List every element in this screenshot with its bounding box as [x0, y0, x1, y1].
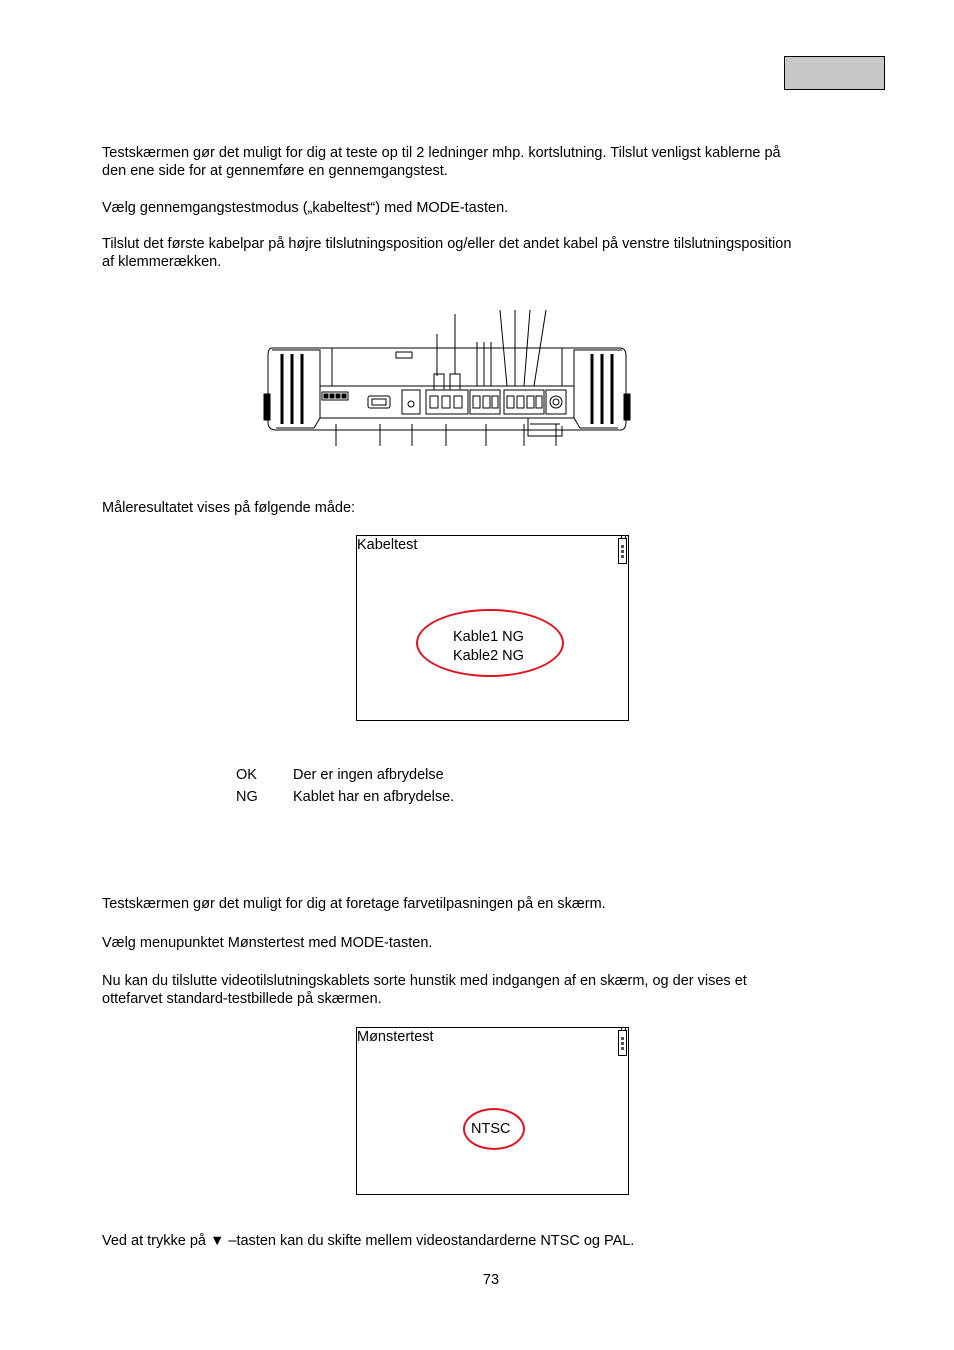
legend-key-ng: NG — [236, 789, 258, 805]
connect-paragraph — [102, 235, 872, 271]
battery-icon — [618, 1030, 627, 1056]
pattern-test-screen — [356, 1027, 629, 1195]
cable1-result: Kable1 NG — [453, 629, 524, 645]
page-number: 73 — [482, 1272, 500, 1288]
pattern-connect-line-1: Nu kan du tilslutte videotilslutningskablets sorte hunstik med indgangen af en skærm, og der vises et — [102, 973, 747, 989]
intro-paragraph — [102, 144, 872, 180]
cable2-result: Kable2 NG — [453, 648, 524, 664]
pattern-test-title: Mønstertest — [357, 1029, 434, 1045]
footer-note: Ved at trykke på ▼ –tasten kan du skifte mellem videostandarderne NTSC og PAL. — [102, 1233, 635, 1249]
battery-icon — [618, 538, 627, 564]
intro-line-1: Testskærmen gør det muligt for dig at teste op til 2 ledninger mhp. kortslutning. Tilslut venligst kablerne på — [102, 145, 781, 161]
language-tab — [784, 56, 885, 90]
connect-line-2: af klemmerækken. — [102, 254, 222, 270]
device-connector-panel-illustration — [262, 306, 632, 446]
pattern-connect-line-2: ottefarvet standard-testbillede på skærmen. — [102, 991, 382, 1007]
cable-test-screen — [356, 535, 629, 721]
pattern-mode-paragraph: Vælg menupunktet Mønstertest med MODE-tasten. — [102, 935, 433, 951]
pattern-intro: Testskærmen gør det muligt for dig at foretage farvetilpasningen på en skærm. — [102, 896, 606, 912]
video-standard-value: NTSC — [471, 1121, 511, 1137]
cable-test-title: Kabeltest — [357, 537, 418, 553]
mode-paragraph: Vælg gennemgangstestmodus („kabeltest“) med MODE-tasten. — [102, 200, 509, 216]
legend-text-ok: Der er ingen afbrydelse — [293, 767, 444, 783]
pattern-connect-paragraph — [102, 972, 872, 1008]
legend-text-ng: Kablet har en afbrydelse. — [293, 789, 455, 805]
intro-line-2: den ene side for at gennemføre en gennemgangstest. — [102, 163, 448, 179]
legend-key-ok: OK — [236, 767, 257, 783]
result-intro: Måleresultatet vises på følgende måde: — [102, 500, 356, 516]
connect-line-1: Tilslut det første kabelpar på højre tilslutningsposition og/eller det andet kabel på venstre tilslutningsposition — [102, 236, 792, 252]
